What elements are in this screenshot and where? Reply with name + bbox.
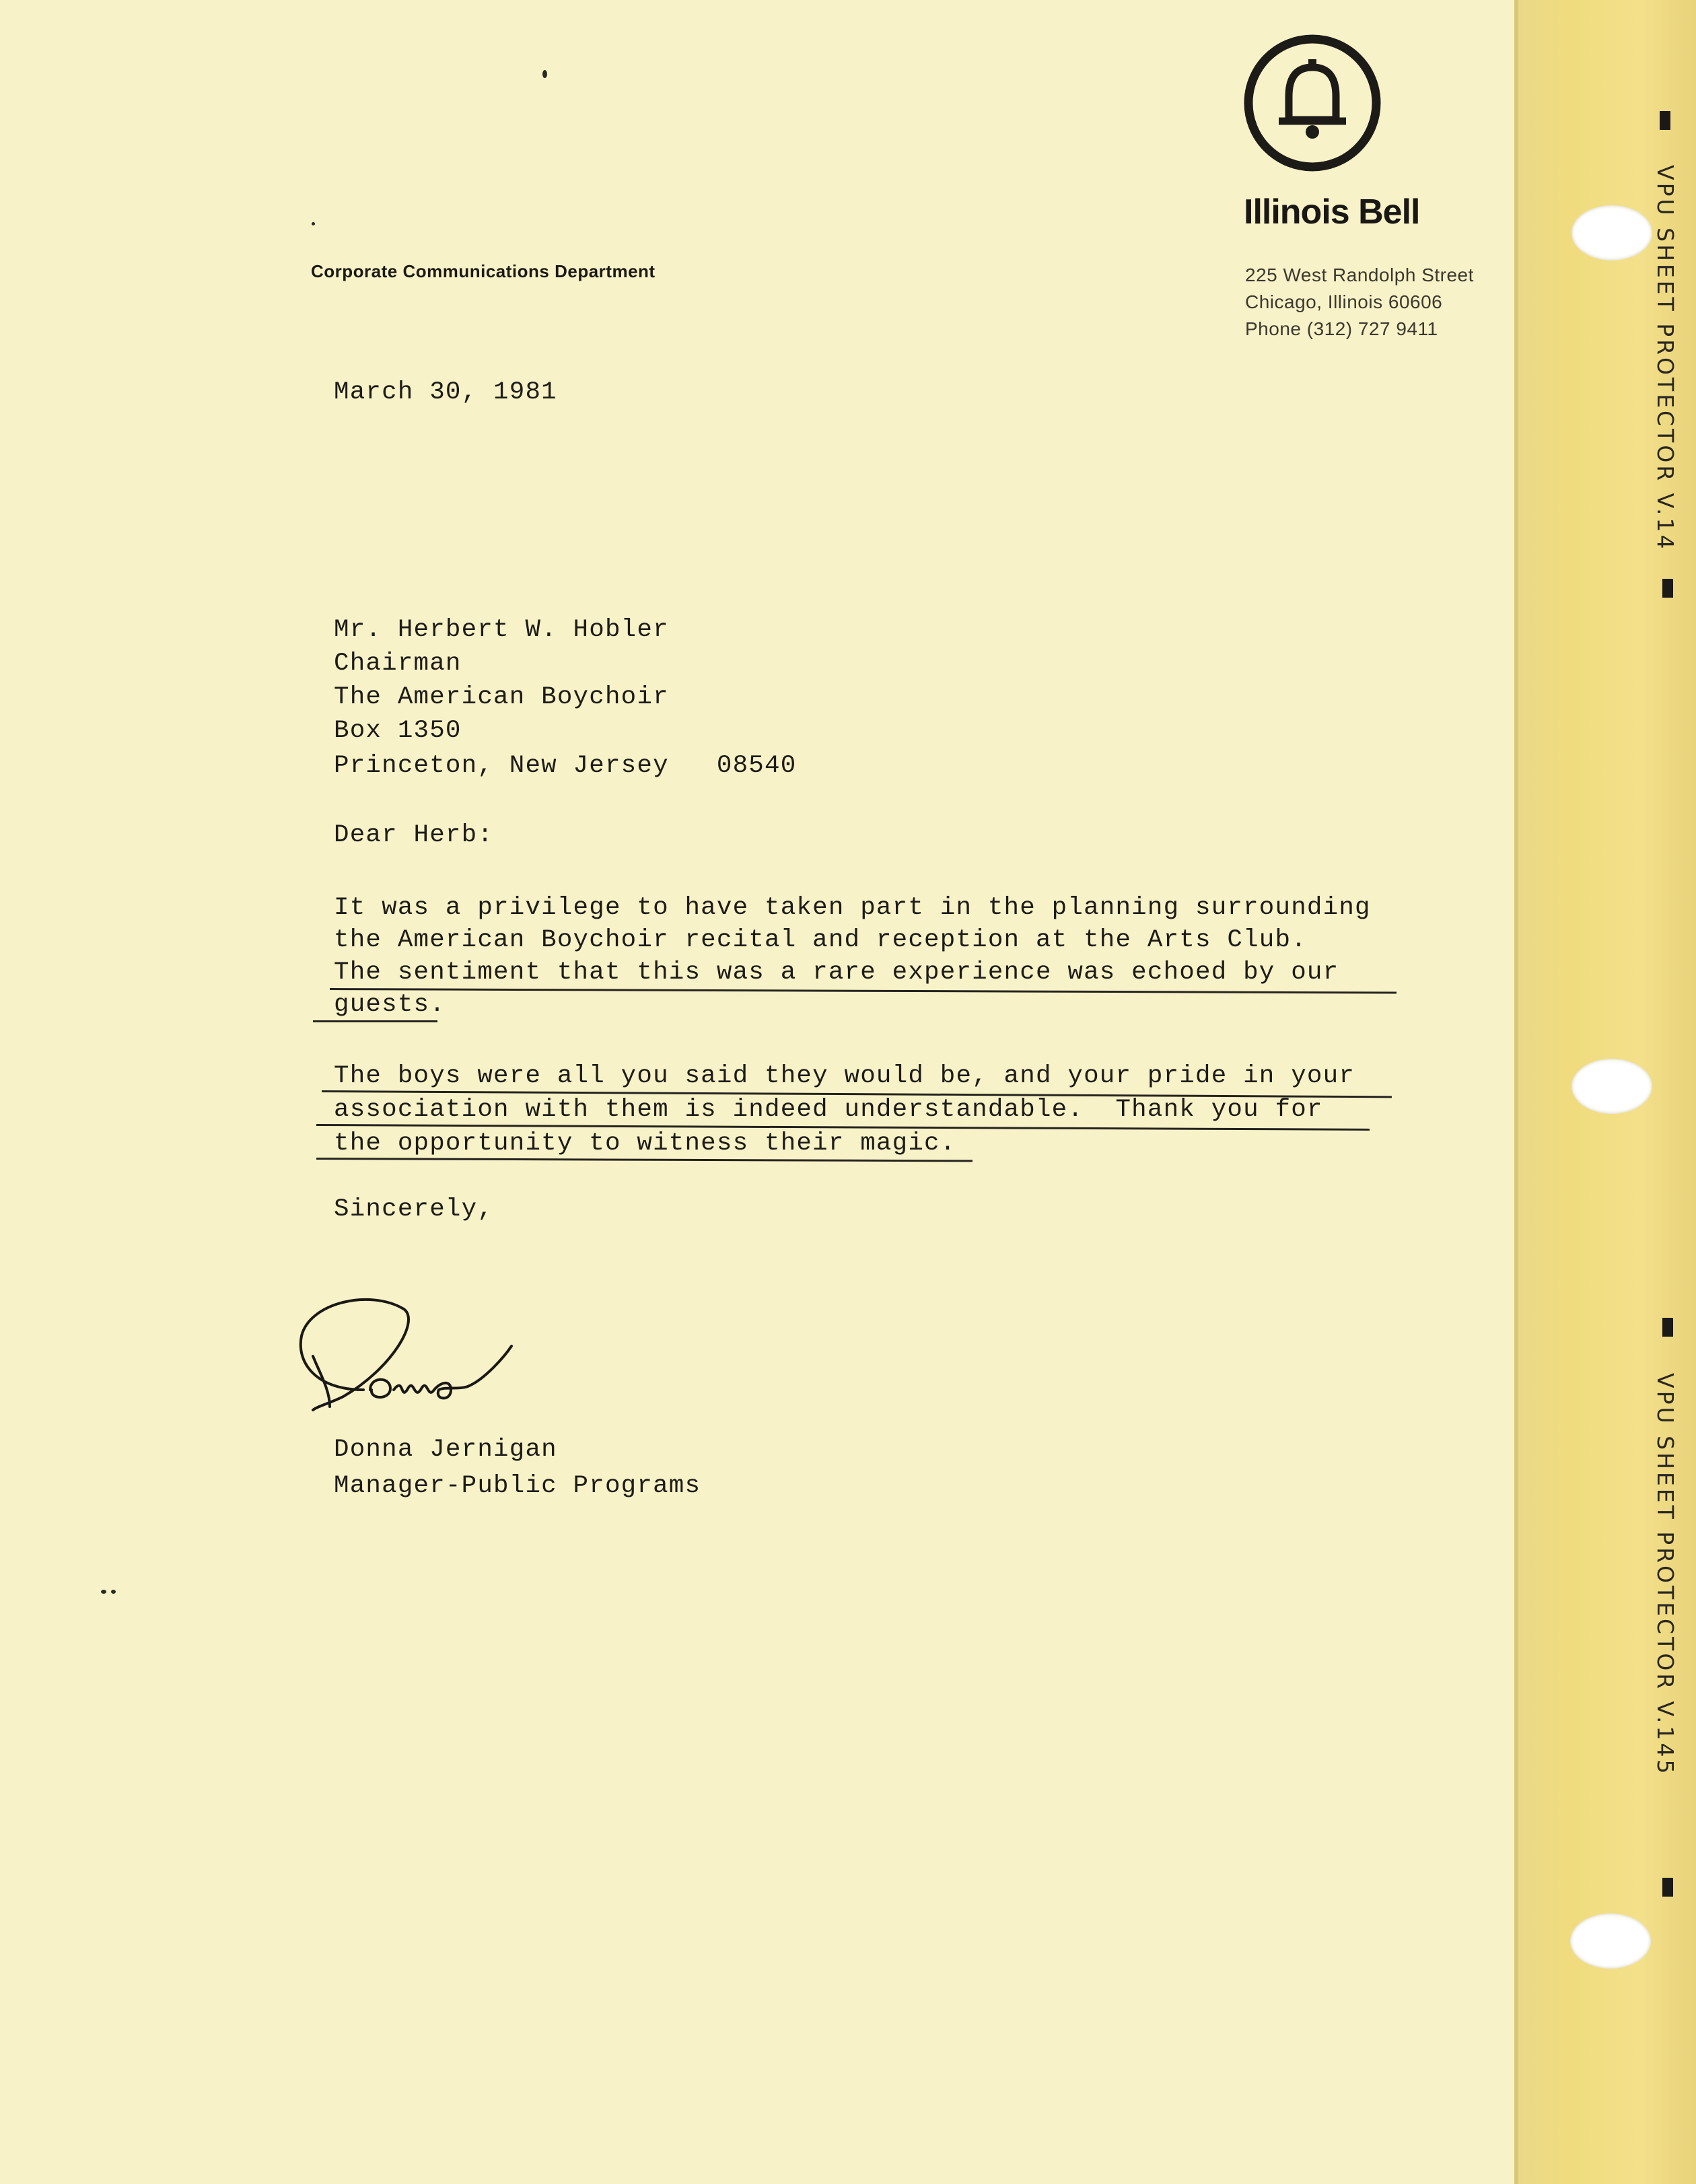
recipient-line: Chairman (334, 649, 462, 678)
salutation: Dear Herb: (334, 821, 494, 849)
paragraph-line: the opportunity to witness their magic. (334, 1129, 956, 1158)
letter-date: March 30, 1981 (334, 378, 557, 407)
binder-hole (1571, 205, 1652, 260)
ink-speck (542, 70, 547, 78)
ink-speck (111, 1590, 116, 1594)
protector-tab (1660, 111, 1670, 130)
binder-hole (1570, 1913, 1651, 1969)
protector-label-bottom: VPU SHEET PROTECTOR V.145 (1652, 1373, 1679, 1777)
department-name: Corporate Communications Department (311, 261, 656, 281)
ink-speck (312, 222, 315, 225)
signer-name: Donna Jernigan (334, 1436, 557, 1464)
protector-label-top: VPU SHEET PROTECTOR V.14 (1652, 165, 1679, 552)
address-street: 225 West Randolph Street (1245, 265, 1474, 285)
company-name: Illinois Bell (1244, 192, 1420, 232)
underline-mark (330, 988, 1397, 994)
paragraph-line: the American Boychoir recital and reception at the Arts Club. (334, 926, 1307, 954)
protector-tab (1662, 1318, 1673, 1337)
paragraph-line: The boys were all you said they would be, and your pride in your (334, 1062, 1355, 1090)
paragraph-line: It was a privilege to have taken part in the planning surrounding (334, 894, 1371, 922)
paragraph-line: association with them is indeed understandable. Thank you for (334, 1096, 1323, 1124)
signer-title: Manager-Public Programs (334, 1472, 701, 1500)
recipient-line: Box 1350 (334, 717, 462, 745)
protector-tab (1662, 1878, 1673, 1897)
sheet-protector-edge (1514, 0, 1518, 2184)
recipient-line: Mr. Herbert W. Hobler (334, 616, 669, 644)
protector-tab (1662, 579, 1673, 598)
underline-mark (313, 1020, 437, 1022)
recipient-line: Princeton, New Jersey 08540 (334, 752, 797, 780)
underline-mark (316, 1158, 973, 1162)
binder-hole (1571, 1059, 1652, 1114)
handwritten-signature (289, 1289, 532, 1430)
paragraph-line: The sentiment that this was a rare experience was echoed by our (334, 958, 1339, 987)
ink-speck (101, 1590, 106, 1594)
bell-logo (1242, 32, 1383, 174)
paragraph-line: guests. (334, 991, 446, 1019)
address-phone: Phone (312) 727 9411 (1245, 318, 1438, 339)
closing: Sincerely, (334, 1195, 494, 1224)
recipient-line: The American Boychoir (334, 683, 669, 711)
address-city: Chicago, Illinois 60606 (1245, 291, 1443, 312)
